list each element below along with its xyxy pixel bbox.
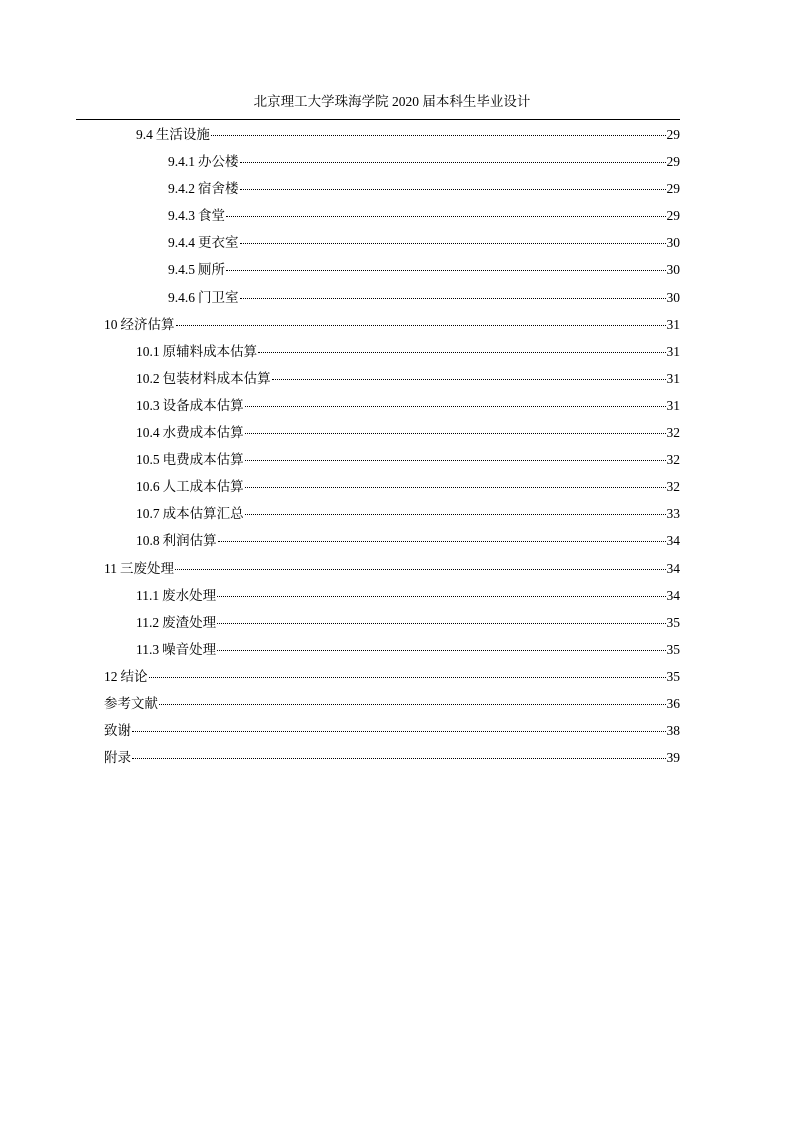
toc-entry-title: 致谢	[104, 723, 131, 739]
toc-entry-page: 31	[666, 370, 680, 386]
toc-entry-page: 33	[666, 506, 680, 522]
toc-entry-title: 废渣处理	[162, 614, 217, 630]
toc-dot-leader	[245, 433, 666, 434]
toc-entry-page: 36	[666, 695, 680, 711]
toc-entry[interactable]	[104, 500, 680, 527]
toc-dot-leader	[218, 541, 666, 542]
toc-entry-title: 电费成本估算	[162, 452, 244, 468]
toc-entry-number: 10.2	[136, 370, 160, 386]
toc-dot-leader	[240, 189, 666, 190]
toc-entry-number: 10.4	[136, 425, 160, 441]
toc-entry[interactable]	[104, 636, 680, 663]
toc-entry-title: 噪音处理	[162, 641, 217, 657]
toc-entry-number: 9.4	[136, 127, 153, 142]
toc-entry-number: 9.4.4	[168, 235, 195, 251]
toc-entry[interactable]	[104, 284, 680, 311]
toc-entry-page: 29	[666, 127, 680, 142]
toc-entry[interactable]	[104, 446, 680, 473]
toc-dot-leader	[245, 406, 666, 407]
toc-dot-leader	[176, 325, 666, 326]
toc-entry-page: 30	[666, 262, 680, 278]
toc-entry-title: 利润估算	[162, 533, 217, 549]
toc-entry-page: 34	[666, 560, 680, 576]
toc-entry[interactable]	[104, 229, 680, 256]
toc-entry-number: 9.4.6	[168, 289, 195, 305]
toc-entry-page: 29	[666, 208, 680, 224]
toc-entry-page: 31	[666, 343, 680, 359]
toc-dot-leader	[159, 704, 666, 705]
toc-entry-number: 11.1	[136, 587, 160, 603]
toc-dot-leader	[217, 623, 665, 624]
toc-entry-page: 32	[666, 479, 680, 495]
toc-dot-leader	[240, 243, 666, 244]
toc-entry-page: 35	[666, 668, 680, 684]
toc-entry[interactable]	[104, 609, 680, 636]
toc-entry-page: 38	[666, 723, 680, 739]
toc-dot-leader	[226, 270, 666, 271]
toc-entry-title: 生活设施	[155, 127, 210, 142]
toc-entry-title: 参考文献	[104, 695, 158, 711]
toc-entry-page: 35	[666, 614, 680, 630]
toc-entry-number: 10.3	[136, 397, 160, 413]
toc-dot-leader	[217, 596, 665, 597]
toc-entry-page: 34	[666, 587, 680, 603]
toc-entry-title: 门卫室	[198, 289, 239, 305]
toc-entry-number: 9.4.3	[168, 208, 195, 224]
toc-entry[interactable]	[104, 419, 680, 446]
toc-dot-leader	[132, 731, 666, 732]
toc-dot-leader	[132, 758, 666, 759]
toc-entry-title: 更衣室	[198, 235, 239, 251]
toc-entry[interactable]	[104, 582, 680, 609]
toc-entry[interactable]	[104, 392, 680, 419]
toc-dot-leader	[272, 379, 666, 380]
toc-entry[interactable]	[104, 175, 680, 202]
toc-entry[interactable]	[104, 148, 680, 175]
toc-entry-number: 10.1	[136, 343, 160, 359]
toc-entry[interactable]	[104, 365, 680, 392]
toc-entry-title: 设备成本估算	[162, 397, 244, 413]
toc-dot-leader	[217, 650, 665, 651]
toc-entry[interactable]	[104, 473, 680, 500]
toc-dot-leader	[175, 569, 666, 570]
toc-entry-title: 宿舍楼	[198, 181, 239, 197]
toc-dot-leader	[240, 298, 666, 299]
toc-entry-title: 水费成本估算	[162, 425, 244, 441]
toc-entry-page: 34	[666, 533, 680, 549]
toc-entry-title: 办公楼	[198, 154, 239, 170]
toc-entry-title: 结论	[120, 668, 148, 684]
toc-entry-page: 32	[666, 452, 680, 468]
toc-entry-page: 31	[666, 397, 680, 413]
toc-entry-title: 厕所	[198, 262, 225, 278]
toc-entry[interactable]	[104, 555, 680, 582]
toc-entry-number: 10.7	[136, 506, 160, 522]
toc-entry-title: 人工成本估算	[162, 479, 244, 495]
toc-entry-page: 30	[666, 289, 680, 305]
toc-entry[interactable]	[104, 663, 680, 690]
toc-entry[interactable]	[104, 256, 680, 283]
toc-entry-page: 29	[666, 154, 680, 170]
toc-entry-title: 原辅料成本估算	[162, 343, 258, 359]
toc-entry-number: 11.2	[136, 614, 160, 630]
toc-entry-number: 9.4.2	[168, 181, 195, 197]
toc-entry[interactable]	[104, 338, 680, 365]
toc-entry-title: 附录	[104, 750, 131, 766]
toc-dot-leader	[245, 487, 666, 488]
toc-entry-number: 11	[104, 560, 117, 576]
toc-entry[interactable]	[104, 527, 680, 554]
toc-entry-page: 31	[666, 316, 680, 332]
toc-entry-title: 经济估算	[120, 316, 175, 332]
toc-entry-number: 12	[104, 668, 118, 684]
toc-dot-leader	[258, 352, 665, 353]
toc-entry-number: 10.6	[136, 479, 160, 495]
toc-entry[interactable]	[104, 690, 680, 717]
toc-entry[interactable]	[104, 744, 680, 771]
toc-entry-page: 35	[666, 641, 680, 657]
toc-entry-number: 11.3	[136, 641, 160, 657]
toc-entry-number: 9.4.1	[168, 154, 195, 170]
toc-entry[interactable]	[104, 202, 680, 229]
toc-entry[interactable]	[104, 121, 680, 148]
toc-dot-leader	[149, 677, 666, 678]
toc-entry-title: 成本估算汇总	[162, 506, 244, 522]
toc-entry-title: 食堂	[198, 208, 225, 224]
table-of-contents	[104, 121, 680, 771]
toc-entry-title: 三废处理	[120, 560, 174, 576]
toc-entry[interactable]	[104, 311, 680, 338]
page-header: 北京理工大学珠海学院 2020 届本科生毕业设计	[253, 94, 531, 109]
toc-dot-leader	[245, 460, 666, 461]
toc-dot-leader	[245, 514, 666, 515]
toc-entry-page: 29	[666, 181, 680, 197]
header-rule	[76, 119, 680, 120]
toc-entry[interactable]	[104, 717, 680, 744]
toc-entry-number: 10	[104, 316, 118, 332]
toc-dot-leader	[226, 216, 666, 217]
toc-entry-title: 包装材料成本估算	[162, 370, 271, 386]
toc-dot-leader	[240, 162, 666, 163]
toc-entry-page: 39	[666, 750, 680, 766]
toc-entry-number: 9.4.5	[168, 262, 195, 278]
toc-entry-number: 10.5	[136, 452, 160, 468]
toc-dot-leader	[211, 135, 666, 136]
toc-entry-page: 32	[666, 425, 680, 441]
toc-entry-number: 10.8	[136, 533, 160, 549]
toc-entry-page: 30	[666, 235, 680, 251]
toc-entry-title: 废水处理	[162, 587, 217, 603]
